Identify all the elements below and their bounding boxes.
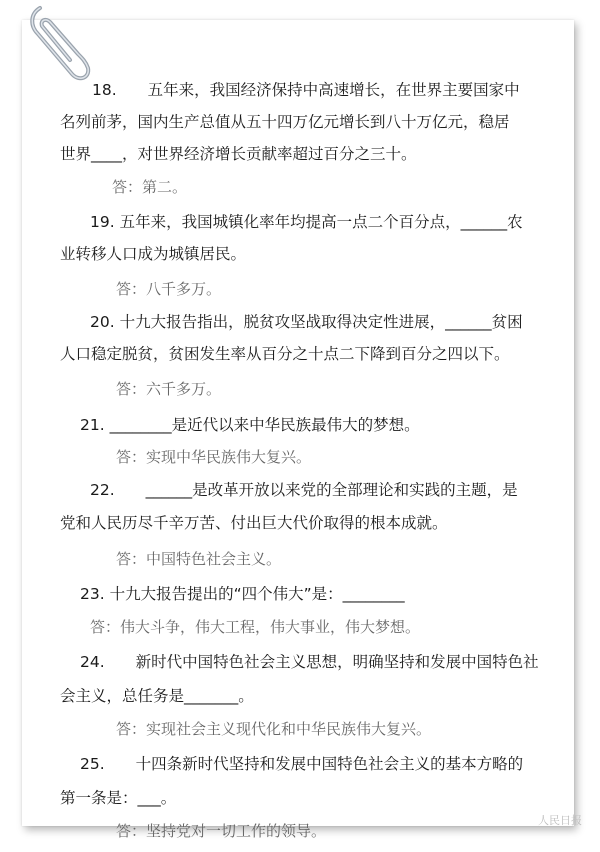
question-23-answer: 答：伟大斗争，伟大工程，伟大事业，伟大梦想。 bbox=[90, 618, 421, 636]
question-19-line-2: 业转移人口成为城镇居民。 bbox=[60, 245, 247, 263]
question-19-line-1: 19. 五年来，我国城镇化率年均提高一点二个百分点，______农 bbox=[90, 213, 523, 231]
question-21-answer: 答：实现中华民族伟大复兴。 bbox=[116, 448, 312, 466]
question-25-line-1: 25. 十四条新时代坚持和发展中国特色社会主义的基本方略的 bbox=[80, 755, 524, 773]
question-24-line-1: 24. 新时代中国特色社会主义思想，明确坚持和发展中国特色社 bbox=[80, 653, 539, 671]
document-page bbox=[22, 20, 574, 840]
question-22-answer: 答：中国特色社会主义。 bbox=[116, 550, 282, 568]
question-25-line-2: 第一条是：___。 bbox=[60, 789, 177, 807]
question-23-line-1: 23. 十九大报告提出的“四个伟大”是：________ bbox=[80, 585, 405, 603]
question-20-line-1: 20. 十九大报告指出，脱贫攻坚战取得决定性进展，______贫困 bbox=[90, 313, 523, 331]
question-25-answer: 答：坚持党对一切工作的领导。 bbox=[116, 822, 327, 840]
question-21-line-1: 21. ________是近代以来中华民族最伟大的梦想。 bbox=[80, 416, 420, 434]
question-18-line-1: 18. 五年来，我国经济保持中高速增长，在世界主要国家中 bbox=[92, 81, 520, 99]
question-18-answer: 答：第二。 bbox=[112, 178, 188, 196]
question-20-answer: 答：六千多万。 bbox=[116, 380, 222, 398]
question-20-line-2: 人口稳定脱贫，贫困发生率从百分之十点二下降到百分之四以下。 bbox=[60, 345, 510, 363]
question-18-line-2: 名列前茅，国内生产总值从五十四万亿元增长到八十万亿元，稳居 bbox=[60, 113, 510, 131]
question-19-answer: 答：八千多万。 bbox=[116, 280, 222, 298]
question-18-line-3: 世界____，对世界经济增长贡献率超过百分之三十。 bbox=[60, 145, 417, 163]
question-list bbox=[22, 20, 574, 840]
question-24-answer: 答：实现社会主义现代化和中华民族伟大复兴。 bbox=[116, 720, 432, 738]
question-22-line-1: 22. ______是改革开放以来党的全部理论和实践的主题，是 bbox=[90, 481, 518, 499]
question-24-line-2: 会主义，总任务是_______。 bbox=[60, 687, 254, 705]
watermark-text: 人民日报 bbox=[538, 814, 582, 827]
question-22-line-2: 党和人民历尽千辛万苦、付出巨大代价取得的根本成就。 bbox=[60, 514, 448, 532]
paperclip-icon bbox=[22, 0, 92, 100]
